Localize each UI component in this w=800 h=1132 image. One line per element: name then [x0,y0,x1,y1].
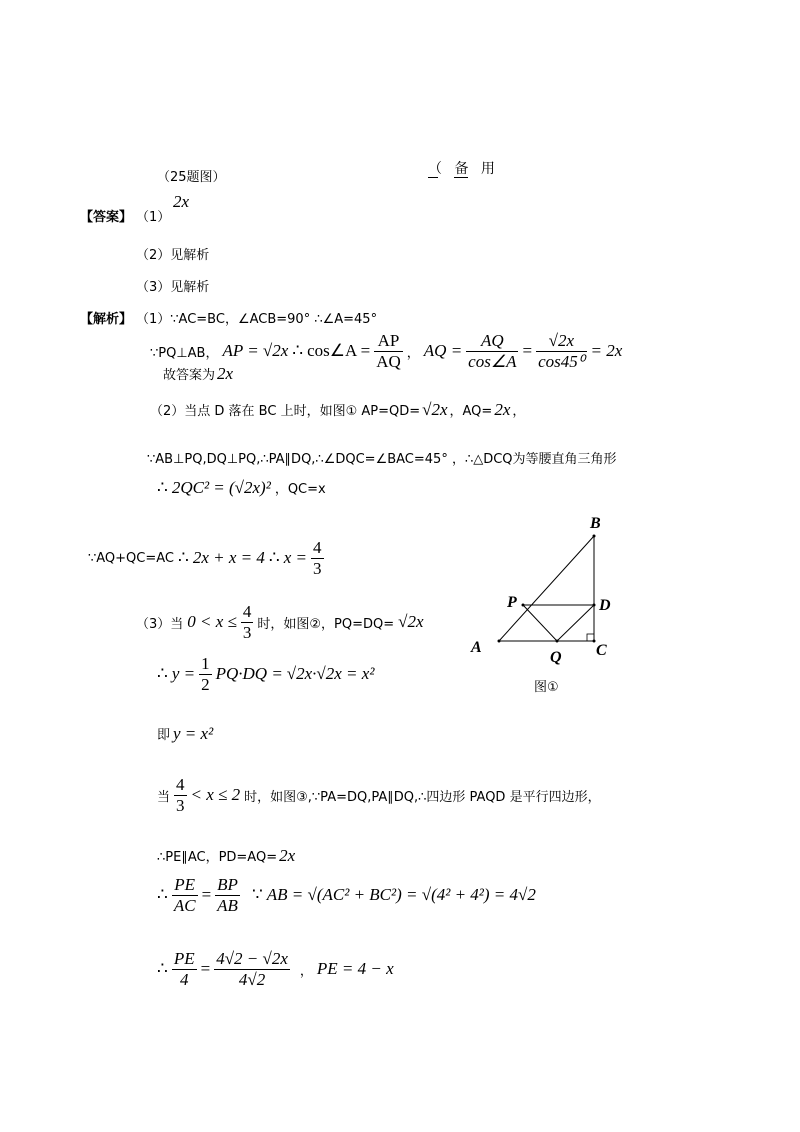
fraction-denominator: 3 [313,558,322,578]
figure-caption: 图① [534,680,559,695]
range-fraction [241,602,254,643]
therefore-sign: ∴ [268,548,280,567]
therefore-sign: ∴ [157,959,168,978]
part3-line-4 [157,772,601,818]
fraction-numerator: PE [172,875,198,896]
part3-line-5 [157,846,295,866]
point-q [556,640,559,643]
pe-parallel-ac: ∴PE∥AC，PD=AQ= [157,850,278,865]
range-lower: 0 < x ≤ [187,612,237,631]
comma: ， [512,404,526,419]
point-b [593,535,596,538]
y-result: y = x² [173,724,214,743]
label-q: Q [550,649,562,666]
point-a [498,640,501,643]
segment-qd [557,605,594,641]
aq-label: ，AQ= [449,404,493,419]
fraction-denominator: AB [217,895,238,915]
part3-line-1 [136,600,424,644]
y-equals: y = [171,664,196,683]
analysis-line-1: （1）∵AC=BC，∠ACB=90° ∴∠A=45° [136,312,378,327]
figure-reference: （25题图） [157,170,226,185]
therefore-sign: ∴ [292,341,304,360]
fraction-denominator: 4 [179,969,189,989]
fraction-denominator: 3 [176,795,185,815]
answer-part2: （2）见解析 [136,248,210,263]
triangle-figure [460,510,620,700]
spare-label: （ 备 用 [428,161,499,177]
fraction-denominator: cos45⁰ [538,351,585,371]
qc-result: ，QC=x [274,482,326,497]
figure2-ref: 时，如图②，PQ=DQ= [257,616,395,632]
fraction-numerator: 4√2 − √2x [216,948,288,968]
pe-over-4-fraction [172,949,197,990]
x-equals: x = [283,548,307,567]
label-d: D [599,597,611,614]
label-p: P [507,594,517,611]
comma: ， [299,963,313,979]
equals-sign: = [200,959,211,978]
ap-expression: AP = √2x [222,341,289,360]
segment-pq [523,605,557,641]
because-pq-perp-ab: ∵PQ⊥AB， [150,345,219,361]
part2-line-1 [150,400,525,420]
range-fraction [174,775,187,816]
therefore-sign: ∴ [157,885,168,904]
answer-tag: 【答案】 [80,210,133,225]
aq-value: 2x [494,400,511,419]
aq-expression: AQ = [423,341,463,360]
pq-dq-product: PQ·DQ = [215,664,283,683]
answer-part3: （3）见解析 [136,280,210,295]
therefore-sign: ∴ [178,548,189,567]
spare-underline-2 [454,177,468,178]
therefore-sign: ∴ [157,478,168,497]
label-b: B [590,515,601,532]
part3-line-3 [157,724,213,744]
product-result: √2x·√2x = x² [286,664,375,683]
point-p [522,604,525,607]
when-label: 当 [157,789,171,805]
because-sign: ∵ [251,885,263,904]
namely-label: 即 [157,728,171,743]
fraction-denominator: 2 [201,674,210,694]
range-upper: < x ≤ 2 [190,785,241,804]
part3-line-7 [157,946,394,992]
analysis-tag: 【解析】 [80,312,133,327]
fraction-denominator: 4√2 [238,969,266,989]
cos-a-expression: cos∠A = [307,341,371,360]
ab-length-equation: AB = √(AC² + BC²) = √(4² + 4²) = 4√2 [266,885,536,904]
fraction-numerator: PE [173,948,195,968]
aq-plus-qc: ∵AQ+QC=AC [88,550,175,566]
x-value-fraction [311,538,324,579]
parallelogram-statement: 时，如图③,∵PA=DQ,PA∥DQ,∴四边形 PAQD 是平行四边形， [244,789,601,805]
part3-line-6 [157,872,536,918]
ap-over-aq-fraction [374,331,403,372]
equals-sign: = [201,885,212,904]
qc-equation: 2QC² = (√2x)² [171,478,271,497]
ratio-fraction [214,949,290,990]
segment-ab [499,536,594,641]
fraction-numerator: 1 [201,653,210,673]
answer-part1-number: （1） [136,210,171,225]
fraction-numerator: 4 [313,537,322,557]
result-expression: = 2x [590,341,623,360]
fraction-numerator: 4 [242,601,252,621]
label-c: C [596,642,607,659]
fraction-denominator: AQ [376,351,401,371]
pe-result: PE = 4 − x [316,959,394,978]
comma: ， [406,345,420,361]
bp-over-ab-fraction [215,875,240,916]
part2-intro: （2）当点 D 落在 BC 上时，如图① AP=QD= [150,404,421,419]
fraction-numerator: 4 [176,774,185,794]
label-a: A [471,639,482,656]
sum-equation: 2x + x = 4 [192,548,265,567]
spare-underline-1 [428,177,438,178]
point-d [593,604,596,607]
qd-value: √2x [422,400,448,419]
fraction-numerator: √2x [536,331,586,352]
half-fraction [199,654,212,695]
pe-over-ac-fraction [172,875,198,916]
analysis-line-3 [163,364,233,384]
therefore-sign: ∴ [157,664,168,683]
aq-over-cos-fraction [466,331,518,372]
part2-line-4 [88,536,324,580]
equals-sign: = [522,341,533,360]
pd-value: 2x [279,846,296,865]
answer-is-label: 故答案为 [163,368,216,383]
answer-is-value: 2x [217,364,234,383]
fraction-denominator: cos∠A [468,351,517,371]
fraction-denominator: 3 [242,622,252,642]
fraction-numerator: AP [374,331,403,352]
fraction-numerator: AQ [466,331,518,352]
root2x-over-cos45-fraction [536,331,586,372]
part3-line-2 [157,652,374,696]
part2-line-3 [157,478,326,498]
fraction-denominator: AC [173,895,196,915]
part2-line-2: ∵AB⊥PQ,DQ⊥PQ,∴PA∥DQ,∴∠DQC=∠BAC=45° ，∴△DCQ为等腰直角三角形 [147,452,617,467]
answer-part1-value: 2x [173,192,190,211]
pq-value: √2x [398,612,424,631]
fraction-numerator: BP [217,874,238,894]
part3-intro: （3）当 [136,616,184,632]
